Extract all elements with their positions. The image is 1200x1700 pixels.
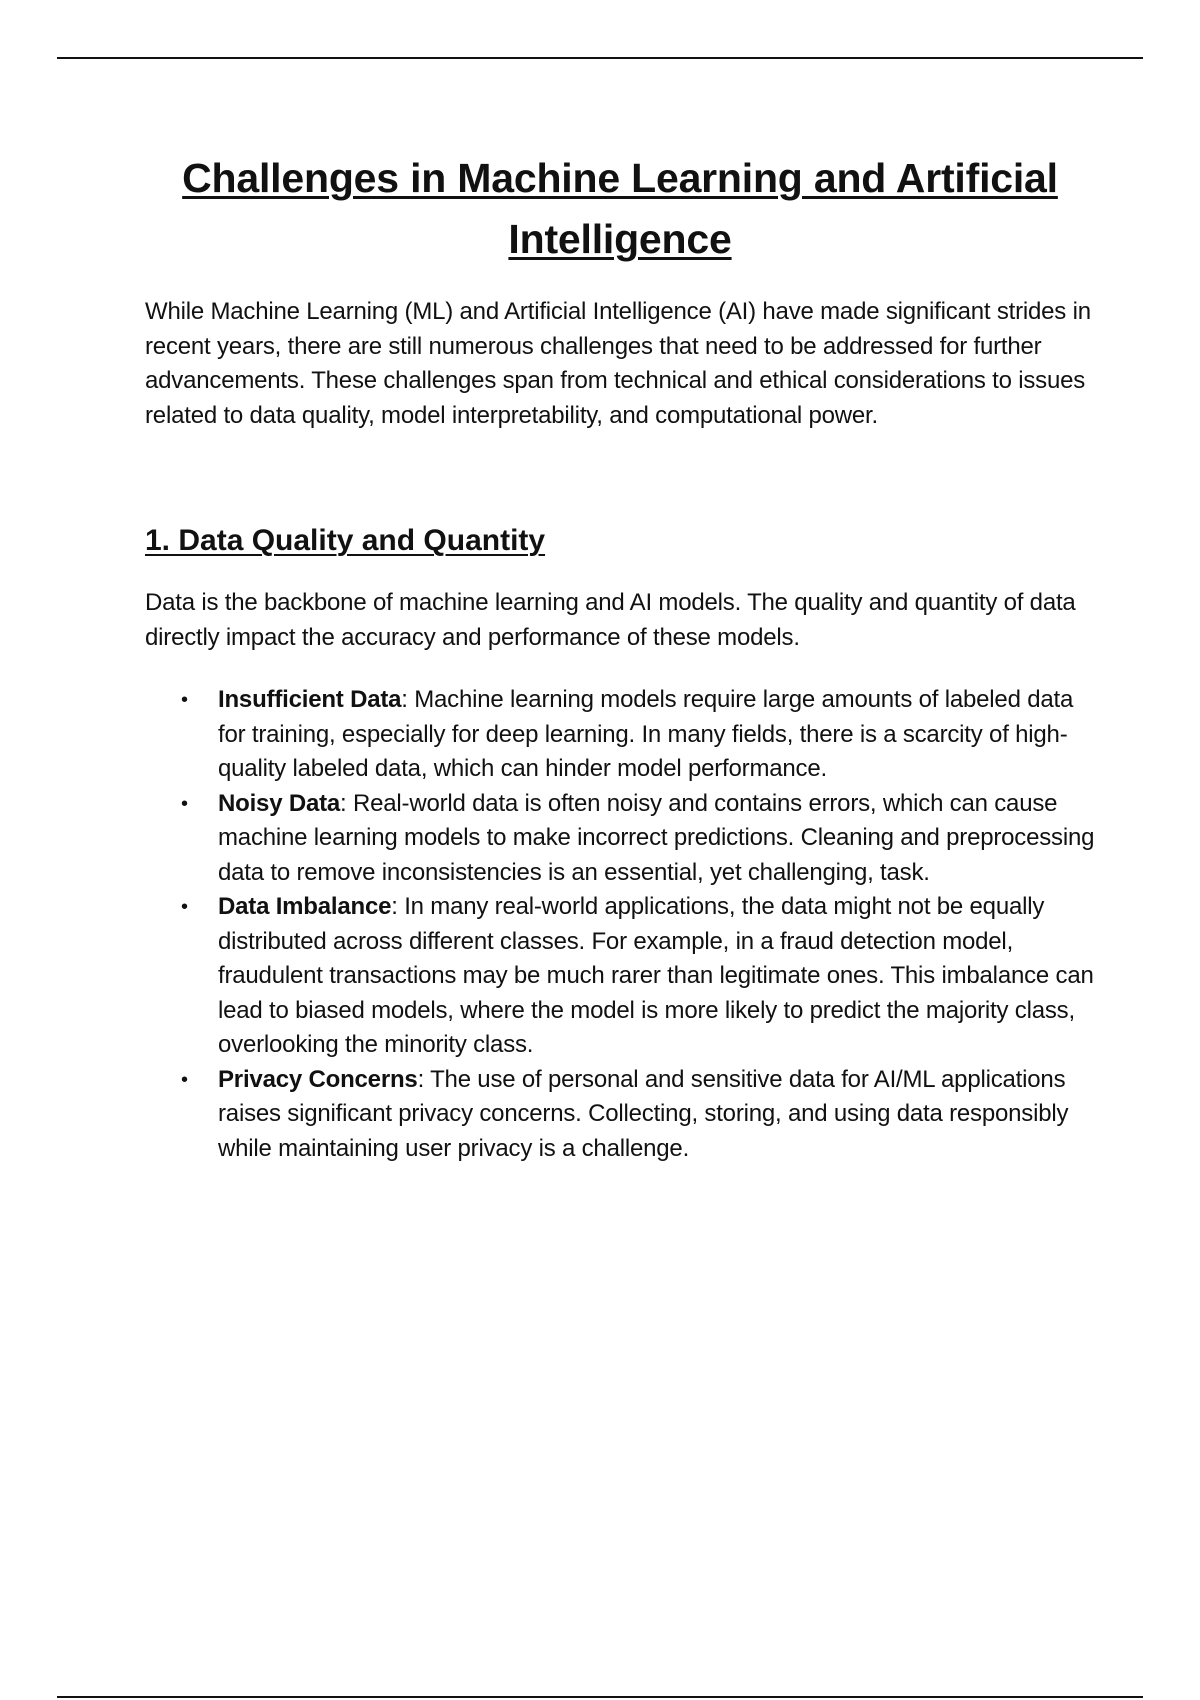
bullet-term: Insufficient Data [218, 686, 402, 713]
section-heading: 1. Data Quality and Quantity [145, 524, 546, 557]
bullet-icon: • [181, 1068, 188, 1091]
bullet-term: Data Imbalance [218, 893, 392, 920]
bullet-icon: • [181, 689, 188, 711]
page-content [145, 148, 1095, 1166]
bullet-text: : Machine learning models require large amounts of labeled data for training, especially for deep learning. In many fields, there is a scarcity of high-quality labeled data, which can hinder model performance. [218, 686, 1074, 782]
bullet-icon: • [181, 896, 188, 918]
bullet-term: Noisy Data [218, 789, 341, 817]
bullet-text: : Real-world data is often noisy and contains errors, which can cause machine learning models to make incorrect predictions. Cleaning and preprocessing data to remove inconsistencies is an essential, yet challenging, task. [218, 789, 1095, 886]
footer-rule [57, 1696, 1143, 1698]
list-item [145, 890, 1095, 1063]
bullet-term: Privacy Concerns [218, 1065, 418, 1093]
list-item [145, 787, 1095, 891]
bullet-icon: • [181, 792, 188, 815]
document-title: Challenges in Machine Learning and Artificial Intelligence [182, 155, 1058, 262]
intro-paragraph: While Machine Learning (ML) and Artificial Intelligence (AI) have made significant strides in recent years, there are still numerous challenges that need to be addressed for further advancements. These challenges span from technical and ethical considerations to issues related to data quality, model interpretability, and computational power. [145, 298, 1091, 429]
bullet-text: : The use of personal and sensitive data for AI/ML applications raises significant privacy concerns. Collecting, storing, and using data responsibly while maintaining user privacy is a challenge. [218, 1065, 1069, 1162]
bullet-text: : In many real-world applications, the data might not be equally distributed across different classes. For example, in a fraud detection model, fraudulent transactions may be much rarer than legitimate ones. This imbalance can lead to biased models, where the model is more likely to predict the majority class, overlooking the minority class. [218, 893, 1094, 1058]
challenge-list [145, 683, 1095, 1166]
header-rule [57, 57, 1143, 59]
section-intro-paragraph: Data is the backbone of machine learning and AI models. The quality and quantity of data directly impact the accuracy and performance of these models. [145, 589, 1076, 651]
list-item [145, 1063, 1095, 1167]
list-item [145, 683, 1095, 787]
